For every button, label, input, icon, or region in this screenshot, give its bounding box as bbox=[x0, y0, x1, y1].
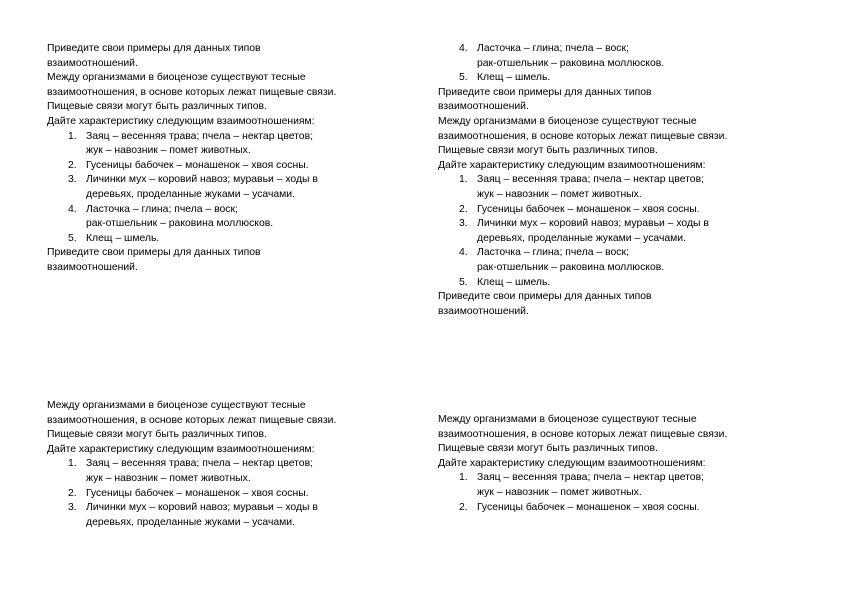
list-number: 1. bbox=[68, 130, 77, 142]
list-number: 2. bbox=[459, 203, 468, 215]
list-number: 4. bbox=[459, 247, 468, 259]
card-bottom-left bbox=[47, 399, 392, 530]
list-text: Ласточка – глина; пчела – воск; bbox=[86, 203, 238, 215]
list-text: Ласточка – глина; пчела – воск; bbox=[477, 247, 629, 259]
examples-line-1: Приведите свои примеры для данных типов bbox=[47, 247, 261, 259]
list-item-continuation: жук – навозник – помет животных. bbox=[86, 472, 251, 484]
examples-line-1: Приведите свои примеры для данных типов bbox=[47, 43, 261, 54]
list-number: 1. bbox=[459, 174, 468, 186]
list-item-continuation: рак-отшельник – раковина моллюсков. bbox=[477, 261, 665, 273]
list-item-continuation: деревьях, проделанные жуками – усачами. bbox=[86, 516, 295, 528]
list-item bbox=[47, 159, 392, 174]
examples-line-2: взаимоотношений. bbox=[438, 101, 529, 113]
list-item-continuation: деревьях, проделанные жуками – усачами. bbox=[86, 188, 295, 200]
intro-line-1: Между организмами в биоценозе существуют тесные bbox=[47, 400, 306, 411]
list-text: Клещ – шмель. bbox=[477, 276, 551, 288]
list-item bbox=[438, 203, 783, 218]
list-item bbox=[438, 501, 783, 516]
intro-line-2: взаимоотношения, в основе которых лежат пищевые связи. bbox=[47, 414, 337, 426]
list-text: Гусеницы бабочек – монашенок – хвоя сосны. bbox=[86, 487, 309, 499]
list-number: 2. bbox=[459, 501, 468, 513]
list-number: 2. bbox=[68, 487, 77, 499]
intro-line-4: Дайте характеристику следующим взаимоотношениям: bbox=[47, 443, 315, 455]
list-item bbox=[438, 276, 783, 291]
list-text: Гусеницы бабочек – монашенок – хвоя сосны. bbox=[477, 203, 700, 215]
list-item-continuation: жук – навозник – помет животных. bbox=[86, 145, 251, 157]
list-text: Заяц – весенняя трава; пчела – нектар цветов; bbox=[477, 174, 704, 186]
examples-line-2: взаимоотношений. bbox=[47, 261, 138, 273]
list-number: 5. bbox=[68, 232, 77, 244]
list-text: Клещ – шмель. bbox=[477, 72, 551, 84]
examples-line-1: Приведите свои примеры для данных типов bbox=[438, 86, 652, 98]
list-number: 2. bbox=[68, 159, 77, 171]
examples-line-1: Приведите свои примеры для данных типов bbox=[438, 291, 652, 303]
list-item bbox=[47, 130, 392, 145]
list-item bbox=[47, 457, 392, 472]
intro-line-1: Между организмами в биоценозе существуют тесные bbox=[438, 414, 697, 425]
intro-line-3: Пищевые связи могут быть различных типов. bbox=[47, 101, 267, 113]
list-item bbox=[47, 501, 392, 516]
list-number: 5. bbox=[459, 72, 468, 84]
list-item bbox=[47, 173, 392, 188]
card-top-left bbox=[47, 42, 392, 276]
list-number: 5. bbox=[459, 276, 468, 288]
list-text: Гусеницы бабочек – монашенок – хвоя сосны. bbox=[477, 501, 700, 513]
examples-line-2: взаимоотношений. bbox=[438, 305, 529, 317]
examples-line-2: взаимоотношений. bbox=[47, 57, 138, 69]
list-text: Личинки мух – коровий навоз; муравьи – ходы в bbox=[86, 502, 318, 514]
list-item bbox=[47, 203, 392, 218]
list-item-continuation: жук – навозник – помет животных. bbox=[477, 188, 642, 200]
list-text: Личинки мух – коровий навоз; муравьи – ходы в bbox=[477, 218, 709, 230]
intro-line-4: Дайте характеристику следующим взаимоотношениям: bbox=[438, 457, 706, 469]
intro-line-2: взаимоотношения, в основе которых лежат пищевые связи. bbox=[438, 428, 728, 440]
list-item bbox=[438, 246, 783, 261]
intro-line-2: взаимоотношения, в основе которых лежат пищевые связи. bbox=[438, 130, 728, 142]
list-text: Заяц – весенняя трава; пчела – нектар цветов; bbox=[86, 130, 313, 142]
list-item bbox=[47, 487, 392, 502]
list-number: 3. bbox=[68, 502, 77, 514]
intro-line-2: взаимоотношения, в основе которых лежат пищевые связи. bbox=[47, 86, 337, 98]
list-number: 4. bbox=[459, 43, 468, 54]
list-item bbox=[438, 471, 783, 486]
intro-line-1: Между организмами в биоценозе существуют тесные bbox=[47, 72, 306, 84]
list-text: Заяц – весенняя трава; пчела – нектар цветов; bbox=[477, 472, 704, 484]
list-text: Заяц – весенняя трава; пчела – нектар цветов; bbox=[86, 458, 313, 470]
intro-line-4: Дайте характеристику следующим взаимоотношениям: bbox=[438, 159, 706, 171]
list-number: 3. bbox=[68, 174, 77, 186]
intro-line-3: Пищевые связи могут быть различных типов. bbox=[438, 145, 658, 157]
list-text: Клещ – шмель. bbox=[86, 232, 160, 244]
list-item bbox=[438, 173, 783, 188]
list-item-continuation: рак-отшельник – раковина моллюсков. bbox=[86, 218, 274, 230]
list-item-continuation: деревьях, проделанные жуками – усачами. bbox=[477, 232, 686, 244]
card-top-right bbox=[438, 42, 783, 319]
list-item bbox=[438, 42, 783, 57]
list-item-continuation: жук – навозник – помет животных. bbox=[477, 486, 642, 498]
list-number: 1. bbox=[68, 458, 77, 470]
list-item-continuation: рак-отшельник – раковина моллюсков. bbox=[477, 57, 665, 69]
list-text: Ласточка – глина; пчела – воск; bbox=[477, 43, 629, 54]
list-number: 1. bbox=[459, 472, 468, 484]
intro-line-1: Между организмами в биоценозе существуют тесные bbox=[438, 115, 697, 127]
intro-line-3: Пищевые связи могут быть различных типов. bbox=[438, 443, 658, 455]
list-item bbox=[47, 232, 392, 247]
intro-line-3: Пищевые связи могут быть различных типов. bbox=[47, 429, 267, 441]
list-item bbox=[438, 71, 783, 86]
intro-line-4: Дайте характеристику следующим взаимоотношениям: bbox=[47, 115, 315, 127]
list-number: 4. bbox=[68, 203, 77, 215]
list-item bbox=[438, 217, 783, 232]
list-number: 3. bbox=[459, 218, 468, 230]
list-text: Личинки мух – коровий навоз; муравьи – ходы в bbox=[86, 174, 318, 186]
list-text: Гусеницы бабочек – монашенок – хвоя сосны. bbox=[86, 159, 309, 171]
card-bottom-right bbox=[438, 413, 783, 515]
